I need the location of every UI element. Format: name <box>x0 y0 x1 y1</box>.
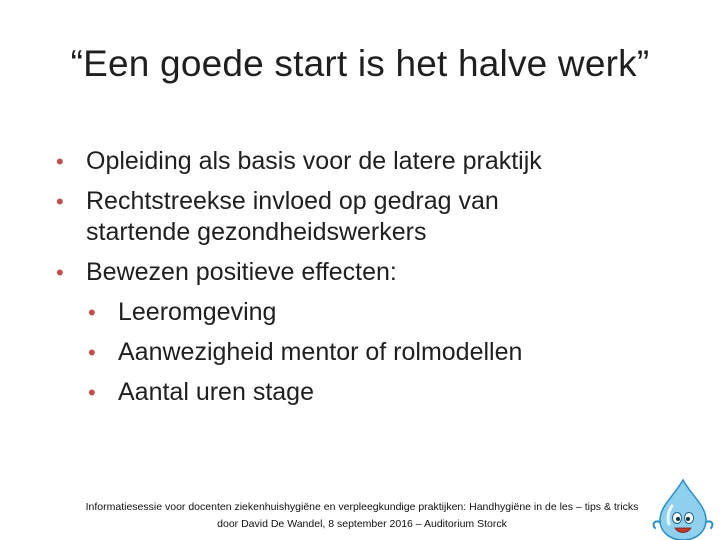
slide-title: “Een goede start is het halve werk” <box>70 43 650 84</box>
bullet-dot-icon: • <box>56 260 64 285</box>
slide-footer <box>40 499 684 533</box>
bullet-item <box>56 297 676 328</box>
footer-line-2: door David De Wandel, 8 september 2016 – Auditorium Storck <box>217 518 507 530</box>
bullet-text: Bewezen positieve effecten: <box>86 258 397 286</box>
bullet-text: Leeromgeving <box>118 298 277 326</box>
bullet-dot-icon: • <box>56 149 64 174</box>
footer-line-1: Informatiesessie voor docenten ziekenhuishygiëne en verpleegkundige praktijken: Handhygiëne in de les – tips & tricks <box>85 501 639 513</box>
bullet-item <box>56 337 676 368</box>
bullet-text: startende gezondheidswerkers <box>86 218 427 246</box>
bullet-dot-icon: • <box>88 300 96 325</box>
bullet-list <box>56 146 676 417</box>
bullet-item <box>56 377 676 408</box>
bullet-dot-icon: • <box>88 340 96 365</box>
bullet-item <box>56 186 676 248</box>
bullet-text: Opleiding als basis voor de latere praktijk <box>86 147 542 175</box>
bullet-text: Rechtstreekse invloed op gedrag van <box>86 187 499 215</box>
bullet-text: Aanwezigheid mentor of rolmodellen <box>118 338 523 366</box>
bullet-dot-icon: • <box>88 380 96 405</box>
bullet-item <box>56 257 676 288</box>
bullet-dot-icon: • <box>56 189 64 214</box>
bullet-text: Aantal uren stage <box>118 378 314 406</box>
bullet-item <box>56 146 676 177</box>
water-drop-mascot-icon <box>650 476 716 540</box>
